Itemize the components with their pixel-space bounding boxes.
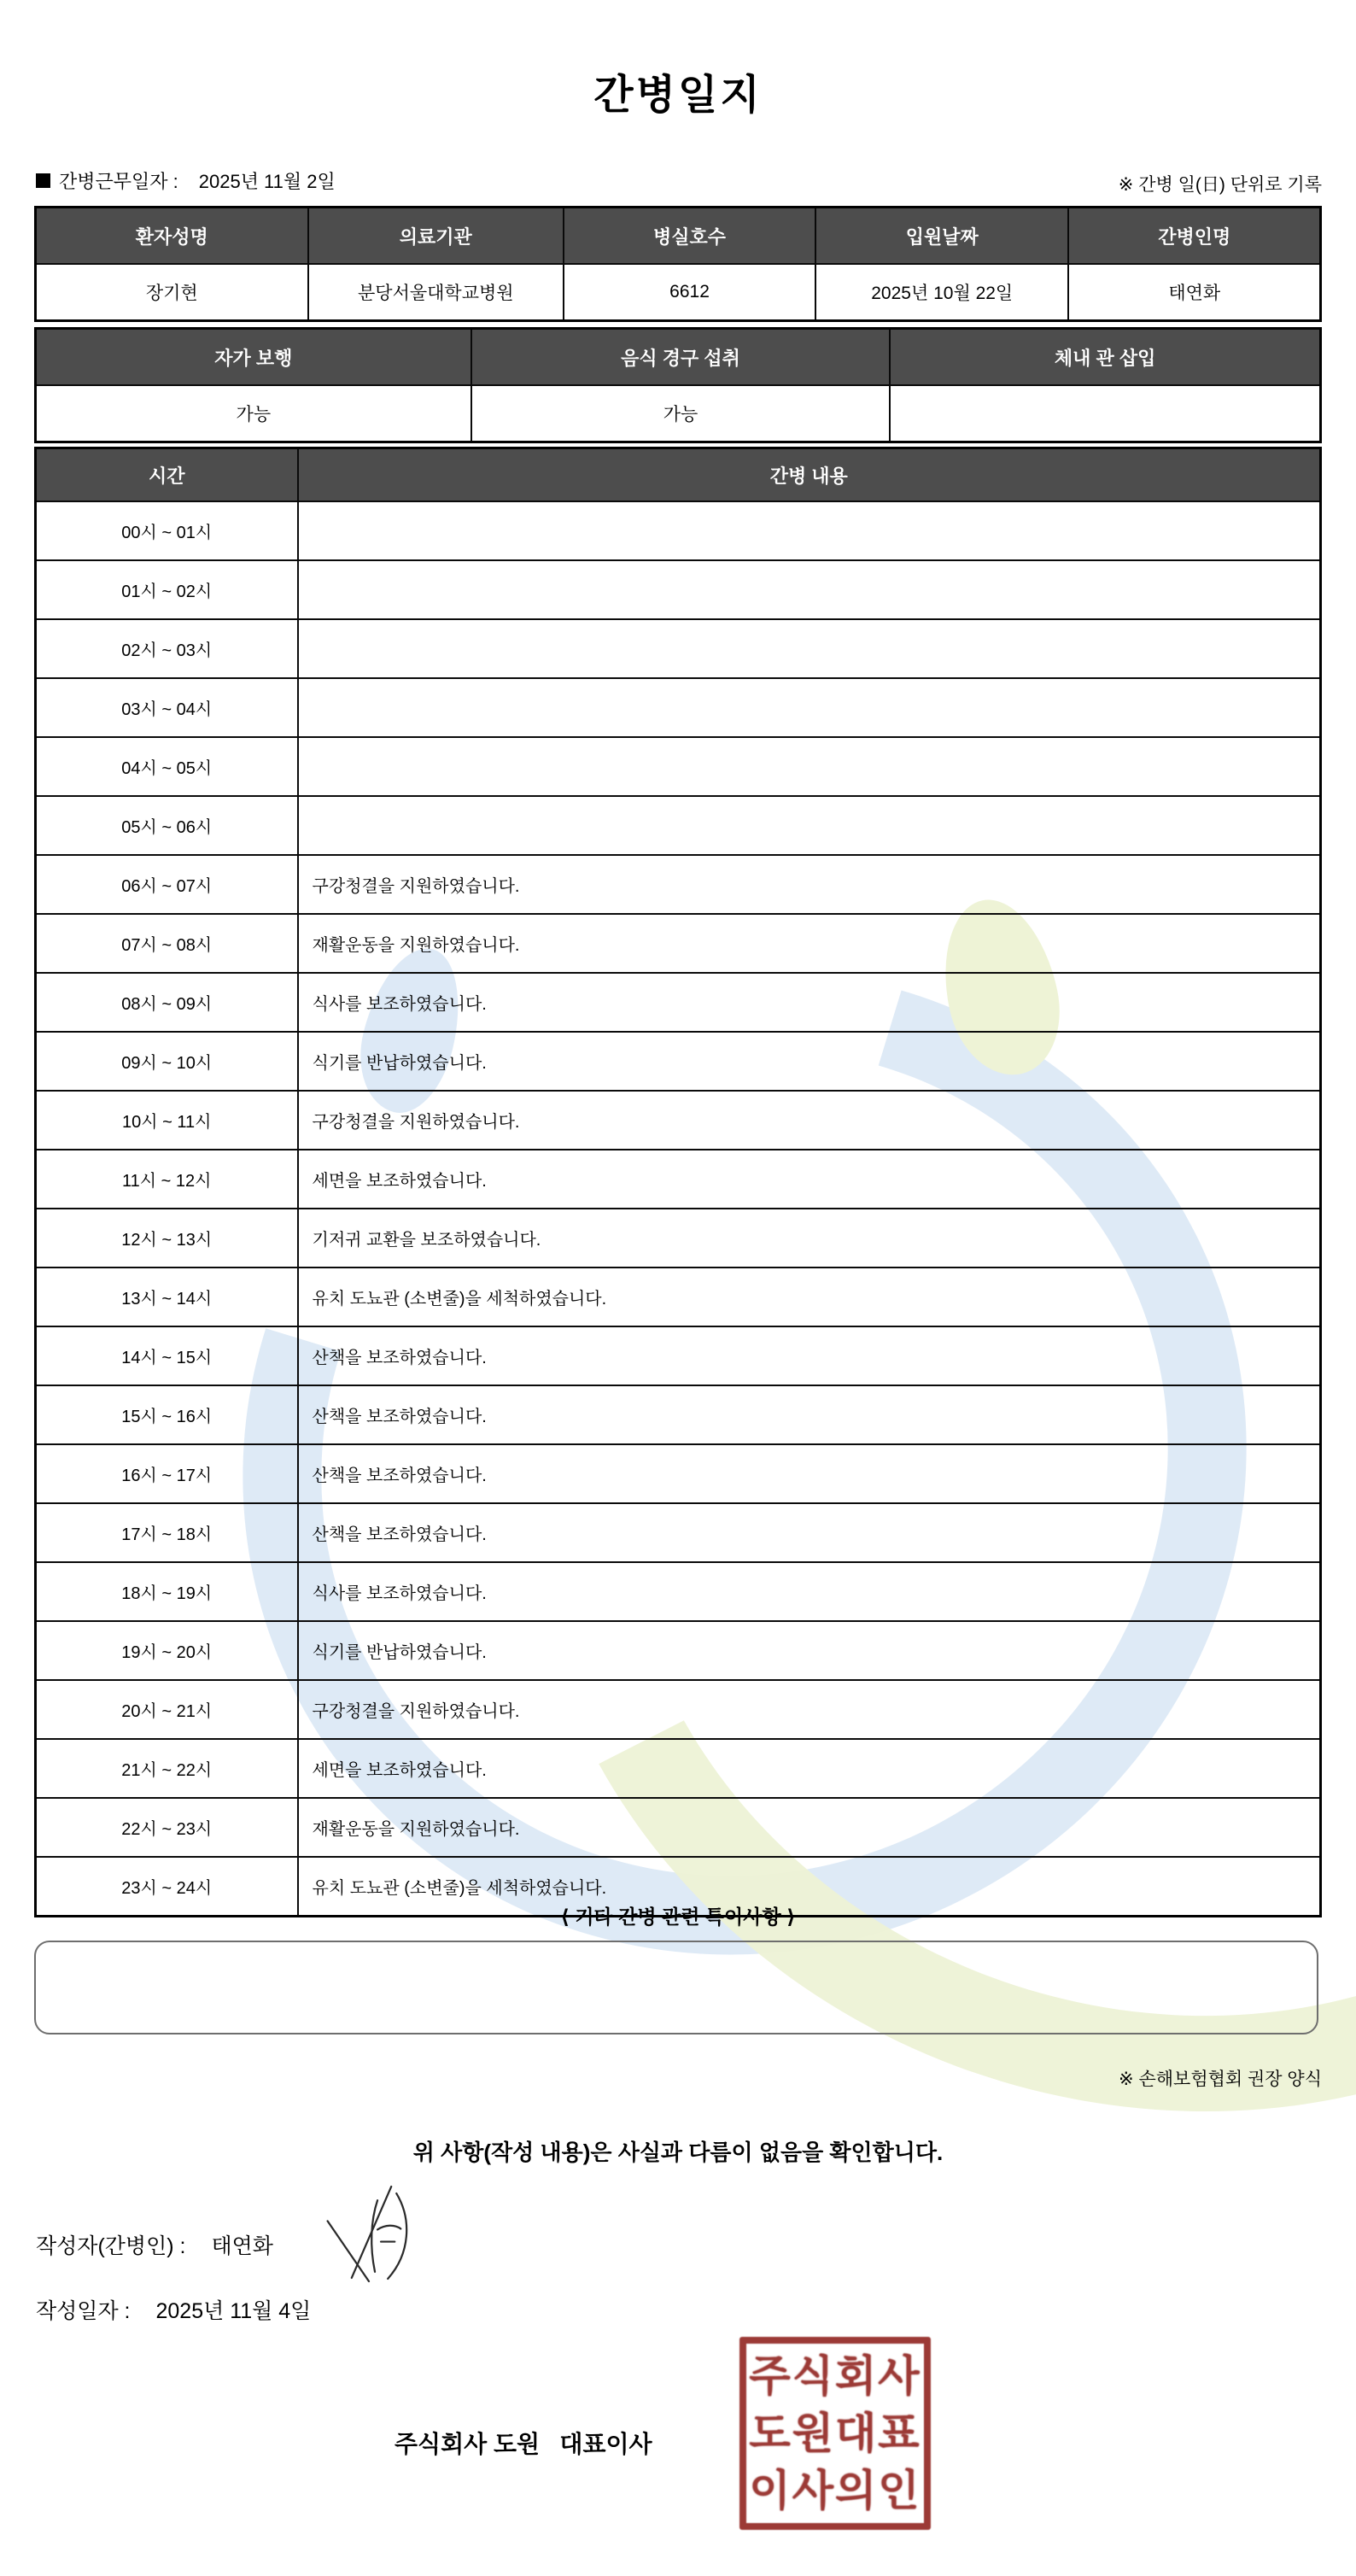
- time-slot-cell: 00시 ~ 01시: [36, 501, 298, 560]
- time-slot-cell: 12시 ~ 13시: [36, 1209, 298, 1268]
- write-date-value: 2025년 11월 4일: [155, 2299, 312, 2323]
- care-log-row: [36, 1091, 1321, 1150]
- seal-line-3: 이사의인: [749, 2466, 921, 2515]
- time-slot-cell: 01시 ~ 02시: [36, 560, 298, 619]
- writer-label: 작성자(간병인) :: [36, 2234, 186, 2258]
- time-slot-cell: 09시 ~ 10시: [36, 1032, 298, 1091]
- time-slot-cell: 11시 ~ 12시: [36, 1150, 298, 1209]
- seal-line-2: 도원대표: [749, 2409, 921, 2457]
- hospital-cell: 분당서울대학교병원: [308, 264, 564, 321]
- hospital-header: 의료기관: [308, 208, 564, 265]
- care-log-row: [36, 1739, 1321, 1798]
- self-walking-header: 자가 보행: [36, 329, 471, 386]
- patient-status-table: [34, 327, 1322, 443]
- care-content-cell: 식기를 반납하였습니다.: [298, 1621, 1321, 1680]
- confirmation-statement: 위 사항(작성 내용)은 사실과 다름이 없음을 확인합니다.: [412, 2140, 944, 2165]
- care-content-cell: [298, 737, 1321, 796]
- care-log-row: [36, 737, 1321, 796]
- care-log-row: [36, 1385, 1321, 1444]
- care-log-row: [36, 1444, 1321, 1503]
- patient-name-cell: 장기현: [36, 264, 308, 321]
- care-log-row: [36, 678, 1321, 737]
- patient-info-table: [34, 206, 1322, 322]
- admission-date-cell: 2025년 10월 22일: [815, 264, 1068, 321]
- work-date-line: [36, 167, 336, 194]
- care-log-row: [36, 1326, 1321, 1385]
- time-slot-cell: 22시 ~ 23시: [36, 1798, 298, 1857]
- status-value-row: [36, 385, 1321, 442]
- care-content-cell: 유치 도뇨관 (소변줄)을 세척하였습니다.: [298, 1857, 1321, 1917]
- care-log-row: [36, 796, 1321, 855]
- care-log-row: [36, 855, 1321, 914]
- care-header-row: [36, 448, 1321, 502]
- care-content-cell: 산책을 보조하였습니다.: [298, 1326, 1321, 1385]
- care-log-row: [36, 1150, 1321, 1209]
- time-slot-cell: 14시 ~ 15시: [36, 1326, 298, 1385]
- insurance-form-note: ※ 손해보험협회 권장 양식: [1119, 2070, 1322, 2089]
- care-log-row: [36, 1562, 1321, 1621]
- patient-value-row: [36, 264, 1321, 321]
- care-content-cell: 구강청결을 지원하였습니다.: [298, 1680, 1321, 1739]
- time-slot-cell: 02시 ~ 03시: [36, 619, 298, 678]
- time-slot-cell: 21시 ~ 22시: [36, 1739, 298, 1798]
- care-content-cell: 재활운동을 지원하였습니다.: [298, 914, 1321, 973]
- time-slot-cell: 17시 ~ 18시: [36, 1503, 298, 1562]
- caregiver-name-header: 간병인명: [1068, 208, 1320, 265]
- room-number-cell: 6612: [564, 264, 815, 321]
- care-log-row: [36, 1680, 1321, 1739]
- care-content-cell: [298, 796, 1321, 855]
- black-square-bullet-icon: [36, 173, 50, 188]
- care-content-cell: [298, 678, 1321, 737]
- care-log-row: [36, 914, 1321, 973]
- time-slot-cell: 05시 ~ 06시: [36, 796, 298, 855]
- care-log-row: [36, 973, 1321, 1032]
- care-log-table: [34, 447, 1322, 1917]
- care-content-cell: 세면을 보조하였습니다.: [298, 1739, 1321, 1798]
- time-slot-cell: 16시 ~ 17시: [36, 1444, 298, 1503]
- care-log-row: [36, 1621, 1321, 1680]
- special-notes-title: ⟨ 기타 간병 관련 특이사항 ⟩: [560, 1906, 796, 1928]
- care-log-row: [36, 1268, 1321, 1326]
- care-log-row: [36, 501, 1321, 560]
- time-slot-cell: 19시 ~ 20시: [36, 1621, 298, 1680]
- special-notes-box: [34, 1941, 1318, 2034]
- caregiver-name-cell: 태연화: [1068, 264, 1320, 321]
- admission-date-header: 입원날짜: [815, 208, 1068, 265]
- care-content-cell: [298, 501, 1321, 560]
- care-content-cell: 산책을 보조하였습니다.: [298, 1444, 1321, 1503]
- corporate-seal-stamp: [739, 2337, 931, 2530]
- care-content-cell: 산책을 보조하였습니다.: [298, 1385, 1321, 1444]
- care-content-cell: 세면을 보조하였습니다.: [298, 1150, 1321, 1209]
- time-slot-cell: 10시 ~ 11시: [36, 1091, 298, 1150]
- time-slot-cell: 04시 ~ 05시: [36, 737, 298, 796]
- status-header-row: [36, 329, 1321, 386]
- work-date-label: 간병근무일자 :: [59, 171, 178, 192]
- page-title: 간병일지: [593, 73, 763, 118]
- care-content-cell: [298, 560, 1321, 619]
- care-content-cell: 기저귀 교환을 보조하였습니다.: [298, 1209, 1321, 1268]
- time-slot-cell: 03시 ~ 04시: [36, 678, 298, 737]
- care-content-cell: [298, 619, 1321, 678]
- care-content-cell: 구강청결을 지원하였습니다.: [298, 855, 1321, 914]
- care-content-cell: 식사를 보조하였습니다.: [298, 1562, 1321, 1621]
- patient-header-row: [36, 208, 1321, 265]
- care-content-cell: 식기를 반납하였습니다.: [298, 1032, 1321, 1091]
- time-slot-cell: 15시 ~ 16시: [36, 1385, 298, 1444]
- seal-line-1: 주식회사: [749, 2351, 921, 2400]
- time-slot-cell: 06시 ~ 07시: [36, 855, 298, 914]
- oral-intake-header: 음식 경구 섭취: [471, 329, 891, 386]
- writer-name: 태연화: [211, 2234, 273, 2258]
- care-log-row: [36, 1032, 1321, 1091]
- caregiver-signature: [319, 2185, 420, 2284]
- unit-note: ※ 간병 일(日) 단위로 기록: [1118, 175, 1322, 195]
- time-slot-cell: 18시 ~ 19시: [36, 1562, 298, 1621]
- oral-intake-cell: 가능: [471, 385, 891, 442]
- tube-insert-cell: [890, 385, 1320, 442]
- patient-name-header: 환자성명: [36, 208, 308, 265]
- time-slot-cell: 08시 ~ 09시: [36, 973, 298, 1032]
- room-number-header: 병실호수: [564, 208, 815, 265]
- care-log-row: [36, 1798, 1321, 1857]
- care-content-cell: 산책을 보조하였습니다.: [298, 1503, 1321, 1562]
- write-date-label: 작성일자 :: [36, 2299, 131, 2323]
- self-walking-cell: 가능: [36, 385, 471, 442]
- time-slot-cell: 20시 ~ 21시: [36, 1680, 298, 1739]
- time-slot-cell: 23시 ~ 24시: [36, 1857, 298, 1917]
- care-log-row: [36, 619, 1321, 678]
- care-log-row: [36, 560, 1321, 619]
- time-slot-cell: 07시 ~ 08시: [36, 914, 298, 973]
- tube-insert-header: 체내 관 삽입: [890, 329, 1320, 386]
- care-content-header: 간병 내용: [298, 448, 1321, 502]
- time-header: 시간: [36, 448, 298, 502]
- write-date-line: [36, 2294, 311, 2325]
- care-log-row: [36, 1503, 1321, 1562]
- care-log-row: [36, 1209, 1321, 1268]
- care-content-cell: 재활운동을 지원하였습니다.: [298, 1798, 1321, 1857]
- care-content-cell: 식사를 보조하였습니다.: [298, 973, 1321, 1032]
- care-content-cell: 구강청결을 지원하였습니다.: [298, 1091, 1321, 1150]
- writer-line: [36, 2229, 273, 2260]
- care-content-cell: 유치 도뇨관 (소변줄)을 세척하였습니다.: [298, 1268, 1321, 1326]
- work-date-value: 2025년 11월 2일: [198, 171, 336, 192]
- company-ceo-line: 주식회사 도원 대표이사: [395, 2431, 652, 2457]
- time-slot-cell: 13시 ~ 14시: [36, 1268, 298, 1326]
